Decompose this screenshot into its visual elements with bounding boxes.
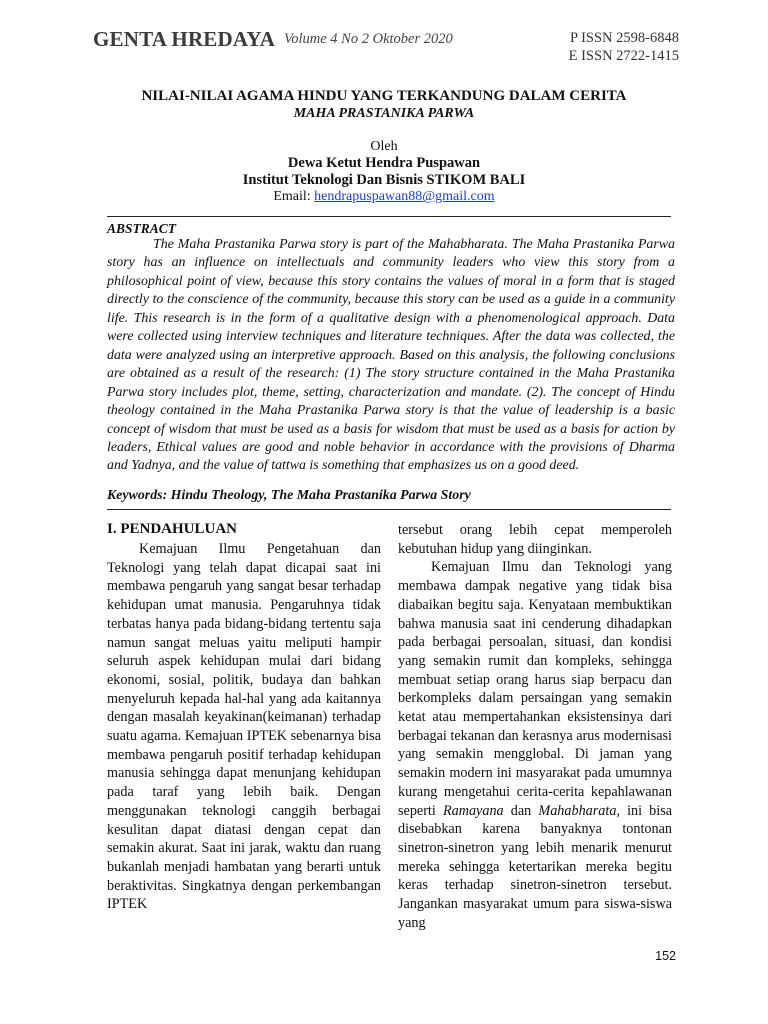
right-paragraph-2 [398, 558, 672, 932]
page-number: 152 [655, 949, 676, 963]
author-institution: Institut Teknologi Dan Bisnis STIKOM BALI [242, 172, 526, 188]
right-para-2-part-a: Kemajuan Ilmu dan Teknologi yang membawa dampak negative yang tidak bisa diabaikan begitu saja. Kenyataan membuktikan bahwa manusia saat ini cenderung dihadapkan pada berbagai persoalan, situasi, dan kondisi yang semakin rumit dan kompleks, sehingga membuat setiap orang harus siap berpacu dan berkompleks dalam persaingan yang semakin ketat atau mempertahankan eksistensinya dari berbagai tekanan dan kerasnya arus modernisasi yang semakin mengglobal. Di jaman yang semakin modern ini masyarakat pada umumnya kurang mengetahui cerita-cerita kepahlawanan seperti [398, 559, 672, 819]
and-word: dan [510, 802, 532, 819]
journal-name: GENTA HREDAYA [93, 27, 276, 51]
divider-bottom [107, 509, 671, 510]
abstract-body: The Maha Prastanika Parwa story is part of the Mahabharata. The Maha Prastanika Parwa story has an influence on intellectuals and community leaders who view this story from a philosophical point of view, because this story contains the values of moral in a form that is staged directly to the conscience of the community, because this story can be used as a guide in a community life. This research is in the form of a qualitative design with a phenomenological approach. Data were collected using interview techniques and literature techniques. After the data was collected, the data were analyzed using an interpretive approach. Based on this analysis, the following conclusions are obtained as a result of the research: (1) The story structure contained in the Maha Prastanika Parwa story includes plot, theme, setting, characterization and mandate. (2). The concept of Hindu theology contained in the Maha Prastanika Parwa story is that the value of leadership is a basic concept of wisdom that must be used as a basis for wisdom that must be used as a basis for action by leaders, Ethical values are good and noble behavior in accordance with the provisions of Dharma and Yadnya, and the value of tattwa is something that emphasizes us on a good deed. [107, 237, 675, 474]
e-issn: E ISSN 2722-1415 [568, 48, 679, 64]
paper-title: NILAI-NILAI AGAMA HINDU YANG TERKANDUNG DALAM CERITA [141, 88, 627, 104]
email-label: Email: [273, 189, 311, 204]
by-label: Oleh [370, 139, 398, 154]
left-column-paragraph: Kemajuan Ilmu Pengetahuan dan Teknologi yang telah dapat dicapai saat ini membawa pengaruh yang sangat besar terhadap kehidupan umat manusia. Pengaruhnya tidak terbatas hanya pada bidang-bidang tertentu saja namun sangat meluas yaitu meliputi hampir seluruh aspek kehidupan mulai dari bidang ekonomi, sosial, politik, budaya dan bahkan menyeluruh kepada hal-hal yang ada kaitannya dengan masalah keyakinan(keimanan) terhadap suatu agama. Kemajuan IPTEK sebenarnya bisa membawa pengaruh positif terhadap kehidupan manusia sehingga dapat menunjang kehidupan pada taraf yang lebih baik. Dengan menggunakan teknologi canggih berbagai kesulitan dapat diatasi dengan cepat dan semakin akurat. Saat ini jarak, waktu dan ruang bukanlah menjadi hambatan yang berarti untuk beraktivitas. Singkatnya dengan perkembangan IPTEK [107, 541, 381, 913]
keywords: Keywords: Hindu Theology, The Maha Prastanika Parwa Story [107, 488, 471, 503]
divider-top [107, 216, 671, 217]
email-link[interactable]: hendrapuspawan88@gmail.com [314, 189, 495, 204]
mahabharata-term: Mahabharata, [538, 802, 620, 819]
right-para-2-part-b: ini bisa disebabkan karena banyaknya tontonan sinetron-sinetron yang lebih menarik menurut mereka sehingga ketertarikan mereka begitu keras terhadap sinetron-sinetron tersebut. Jangankan masyarakat umum para siswa-siswa yang [398, 802, 673, 931]
author-email-line [0, 189, 768, 205]
ramayana-term: Ramayana [442, 802, 504, 819]
section-heading: I. PENDAHULUAN [107, 521, 238, 537]
paper-subtitle: MAHA PRASTANIKA PARWA [293, 106, 475, 121]
right-paragraph-1: tersebut orang lebih cepat memperoleh kebutuhan hidup yang diinginkan. [398, 522, 672, 557]
volume-info: Volume 4 No 2 Oktober 2020 [284, 31, 453, 47]
p-issn: P ISSN 2598-6848 [569, 30, 679, 46]
right-column [398, 521, 672, 932]
abstract-heading: ABSTRACT [107, 221, 177, 236]
author-name: Dewa Ketut Hendra Puspawan [287, 155, 481, 171]
